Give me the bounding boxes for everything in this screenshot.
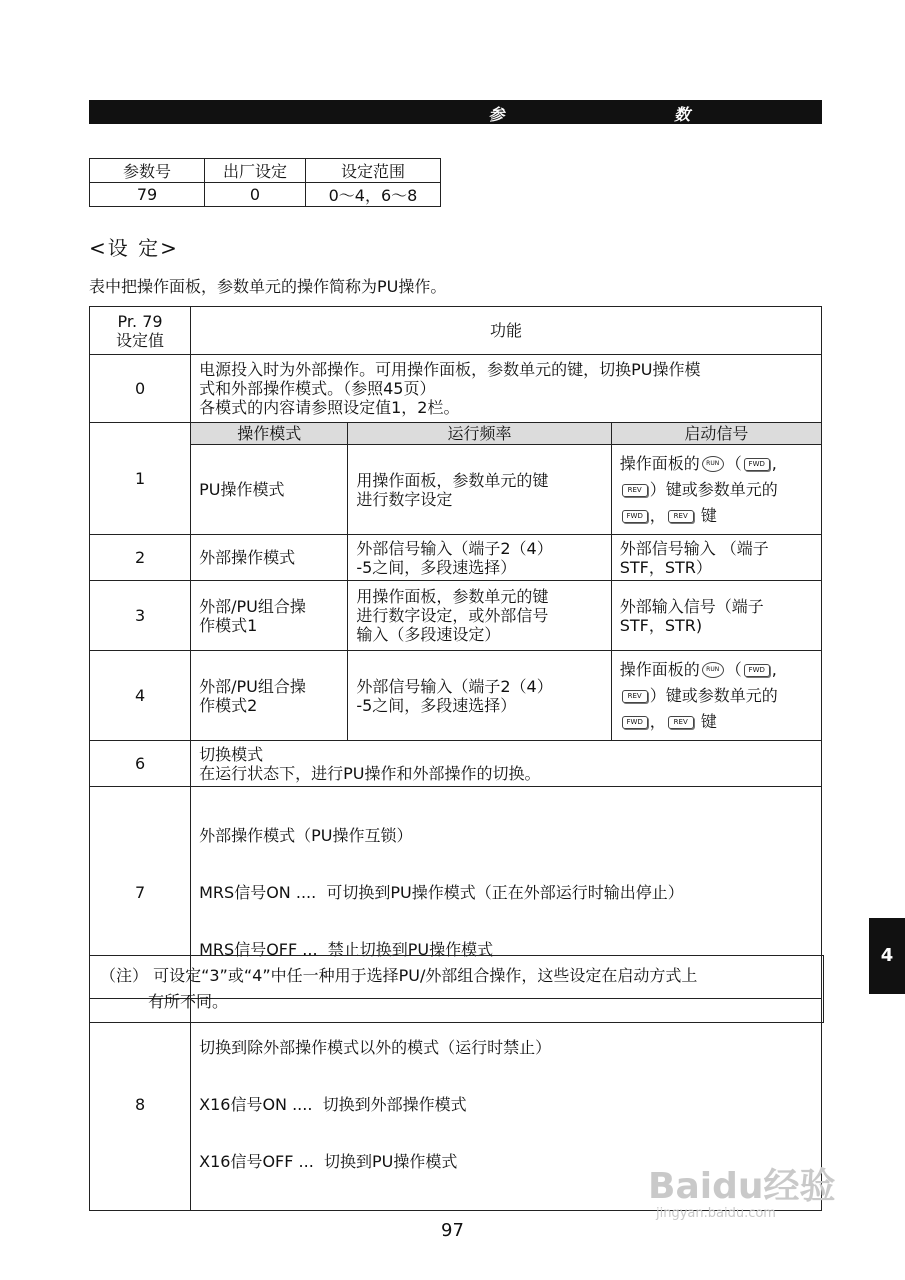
fwd-key-icon: FWD	[622, 510, 648, 523]
header-factory-setting: 出厂设定	[205, 159, 306, 183]
table-row	[90, 741, 822, 787]
start-line: 操作面板的 RUN （ FWD ,	[619, 453, 777, 473]
subheader-run-frequency: 运行频率	[348, 423, 611, 445]
function-line: 外部操作模式（PU操作互锁）	[199, 826, 413, 845]
header-setting-range: 设定范围	[306, 159, 441, 183]
mode-line: 外部/PU组合操	[199, 596, 306, 616]
rev-key-icon: REV	[622, 484, 648, 497]
table-row	[90, 355, 822, 423]
setting-value: 0	[90, 355, 191, 423]
setting-value: 3	[90, 581, 191, 651]
subheader-start-signal: 启动信号	[611, 423, 821, 445]
function-line: X16信号OFF ... 切换到PU操作模式	[199, 1152, 458, 1171]
frequency-cell	[348, 651, 611, 741]
chapter-tab: 4	[869, 918, 905, 994]
table-row	[90, 651, 822, 741]
frequency-line: 输入（多段速设定）	[356, 625, 501, 644]
function-line: 各模式的内容请参照设定值1，2栏。	[199, 398, 460, 417]
mode-cell	[191, 651, 348, 741]
mode-line: 外部/PU组合操	[199, 676, 306, 696]
table-row	[90, 183, 441, 207]
start-text: 键	[700, 505, 717, 525]
frequency-line: -5之间，多段速选择）	[356, 557, 517, 577]
factory-setting-value: 0	[205, 183, 306, 207]
start-line: 外部信号输入 （端子	[619, 538, 769, 558]
function-line: 切换到除外部操作模式以外的模式（运行时禁止）	[199, 1038, 552, 1057]
frequency-line: 进行数字设定，或外部信号	[356, 606, 549, 625]
run-key-icon: RUN	[702, 662, 724, 678]
frequency-cell	[348, 535, 611, 581]
rev-key-icon: REV	[668, 510, 694, 523]
footnote-line: （注） 可设定“3”或“4”中任一种用于选择PU/外部组合操作，这些设定在启动方式上	[100, 966, 698, 985]
setting-value: 6	[90, 741, 191, 787]
start-signal-cell	[611, 651, 821, 741]
page-number: 97	[441, 1220, 464, 1241]
run-key-icon: RUN	[702, 456, 724, 472]
fwd-key-icon: FWD	[744, 664, 770, 677]
parameter-summary-table	[89, 158, 441, 207]
watermark-url: jingyan.baidu.com	[656, 1206, 776, 1221]
function-line: MRS信号OFF ... 禁止切换到PU操作模式	[199, 940, 494, 959]
start-line: 外部输入信号（端子	[619, 596, 764, 616]
frequency-cell	[348, 581, 611, 651]
start-line: FWD ， REV 键	[620, 503, 813, 529]
start-line: REV ）键或参数单元的	[620, 683, 813, 709]
function-line: 在运行状态下，进行PU操作和外部操作的切换。	[199, 763, 541, 783]
table-row	[90, 535, 822, 581]
header-function: 功能	[191, 307, 822, 355]
start-text: 键或参数单元的	[665, 685, 778, 705]
start-text: 操作面板的	[619, 659, 700, 679]
frequency-line: 外部信号输入（端子2（4）	[356, 538, 553, 558]
function-cell	[191, 741, 822, 787]
setting-range-value: 0～4，6～8	[306, 183, 441, 207]
frequency-cell	[348, 445, 611, 535]
header-line: 设定值	[116, 330, 165, 350]
function-line: 切换模式	[199, 744, 264, 764]
table-header-row	[90, 159, 441, 183]
setting-value: 7	[90, 787, 191, 999]
setting-value: 8	[90, 999, 191, 1211]
watermark-brand: Baidu经验	[648, 1166, 836, 1207]
start-text: 操作面板的	[619, 453, 700, 473]
fwd-key-icon: FWD	[622, 716, 648, 729]
header-line: Pr. 79	[117, 311, 163, 331]
setting-value: 2	[90, 535, 191, 581]
footnote-line: 有所不同。	[148, 992, 229, 1011]
start-line: FWD ， REV 键	[620, 709, 813, 735]
start-signal-cell	[611, 445, 821, 535]
frequency-line: -5之间，多段速选择）	[356, 695, 517, 715]
sub-header-row	[90, 423, 822, 445]
function-line: X16信号ON .... 切换到外部操作模式	[199, 1095, 467, 1114]
start-line: STF，STR)	[619, 615, 703, 635]
function-cell	[191, 355, 822, 423]
table-row	[90, 581, 822, 651]
start-text: 键	[700, 711, 717, 731]
watermark-logo	[648, 1148, 868, 1228]
start-text: 键或参数单元的	[665, 479, 778, 499]
intro-text: 表中把操作面板，参数单元的操作简称为PU操作。	[89, 277, 447, 296]
section-title: <设 定>	[89, 236, 179, 260]
section-header-title: 参 数	[488, 105, 772, 124]
subheader-operation-mode: 操作模式	[191, 423, 348, 445]
footnote-box	[89, 955, 824, 1023]
section-header-bar	[89, 100, 822, 124]
function-line: 电源投入时为外部操作。可用操作面板，参数单元的键，切换PU操作模	[199, 360, 701, 379]
frequency-line: 外部信号输入（端子2（4）	[356, 676, 553, 696]
header-setting-value	[90, 307, 191, 355]
fwd-key-icon: FWD	[744, 458, 770, 471]
mode-cell: 外部操作模式	[191, 535, 348, 581]
table-row	[90, 445, 822, 535]
mode-line: 作模式2	[199, 695, 258, 715]
setting-value: 4	[90, 651, 191, 741]
rev-key-icon: REV	[668, 716, 694, 729]
param-no-value: 79	[90, 183, 205, 207]
frequency-line: 进行数字设定	[356, 489, 453, 509]
start-line: STF，STR）	[619, 557, 712, 577]
header-param-no: 参数号	[90, 159, 205, 183]
start-signal-cell	[611, 535, 821, 581]
pr79-settings-table	[89, 306, 822, 1211]
start-line: 操作面板的 RUN （ FWD ,	[619, 659, 777, 679]
start-signal-cell	[611, 581, 821, 651]
mode-cell: PU操作模式	[191, 445, 348, 535]
rev-key-icon: REV	[622, 690, 648, 703]
table-header-row	[90, 307, 822, 355]
function-line: 式和外部操作模式。（参照45页）	[199, 379, 436, 398]
function-line: MRS信号ON .... 可切换到PU操作模式（正在外部运行时输出停止）	[199, 883, 684, 902]
mode-cell	[191, 581, 348, 651]
mode-line: 作模式1	[199, 615, 258, 635]
frequency-line: 用操作面板，参数单元的键	[356, 587, 549, 606]
setting-value: 1	[90, 423, 191, 535]
frequency-line: 用操作面板，参数单元的键	[356, 470, 549, 490]
start-line: REV ）键或参数单元的	[620, 477, 813, 503]
